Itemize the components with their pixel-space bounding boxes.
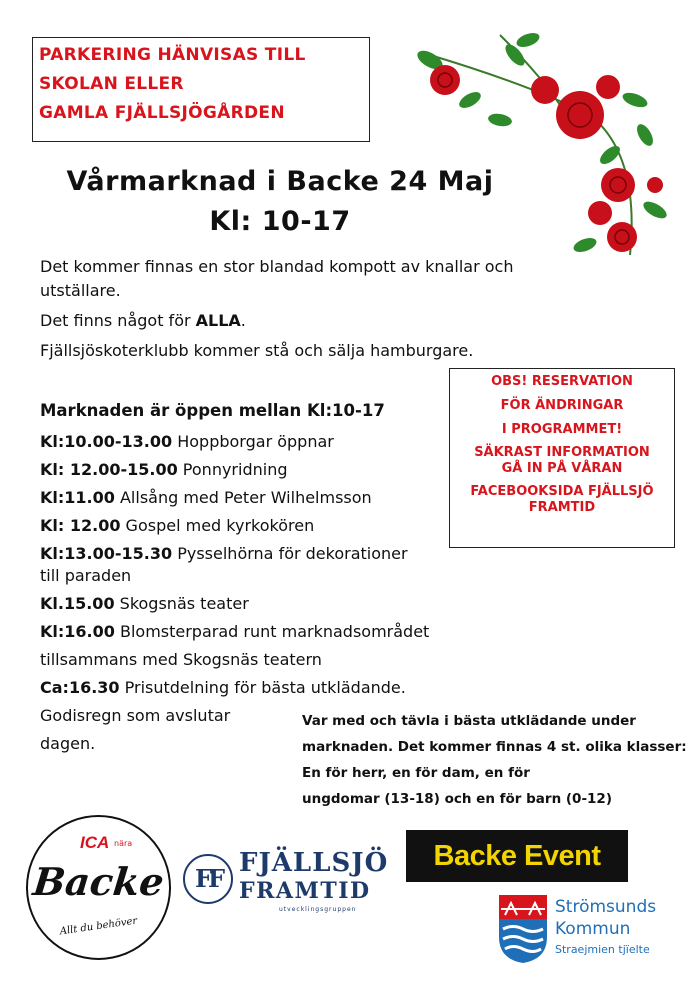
- kommun-line2: Kommun: [555, 919, 631, 939]
- ica-backe-logo: [26, 815, 171, 960]
- roses-illustration: [410, 25, 670, 275]
- kommun-line3: Straejmien tjïelte: [555, 943, 650, 956]
- page-title: Vårmarknad i Backe 24 Maj: [66, 166, 494, 197]
- ff-line1: FJÄLLSJÖ: [239, 848, 389, 878]
- ica-sub: nära: [114, 839, 133, 848]
- ff-line2: FRAMTID: [239, 878, 371, 904]
- schedule-item: till paraden: [40, 566, 132, 585]
- reservation-notice: [449, 368, 675, 548]
- schedule-item: Kl: 12.00-15.00 Ponnyridning: [40, 460, 288, 479]
- contest-line: ungdomar (13-18) och en för barn (0-12): [302, 791, 612, 807]
- intro-text: [40, 255, 560, 363]
- schedule-item: Kl: 12.00 Gospel med kyrkokören: [40, 516, 315, 535]
- kommun-line1: Strömsunds: [555, 897, 657, 917]
- schedule: [40, 397, 429, 758]
- ff-sub: utvecklingsgruppen: [279, 906, 357, 913]
- backe-event-logo: Backe Event: [406, 830, 628, 882]
- parking-line: SKOLAN ELLER: [39, 74, 184, 94]
- schedule-item: Kl:16.00 Blomsterparad runt marknadsområdet: [40, 622, 430, 641]
- reservation-line: FACEBOOKSIDA FJÄLLSJÖ FRAMTID: [470, 484, 654, 515]
- opening-hours-title: Kl: 10-17: [209, 206, 351, 237]
- intro-line: Det kommer finnas en stor blandad kompott av knallar och: [40, 257, 514, 276]
- schedule-item: tillsammans med Skogsnäs teatern: [40, 650, 322, 669]
- reservation-line: I PROGRAMMET!: [501, 422, 623, 437]
- schedule-item: Kl:10.00-13.00 Hoppborgar öppnar: [40, 432, 334, 451]
- contest-info: [302, 708, 687, 812]
- contest-line: Var med och tävla i bästa utklädande under: [302, 713, 636, 729]
- intro-line: utställare.: [40, 281, 121, 300]
- reservation-line: FÖR ÄNDRINGAR: [500, 398, 624, 413]
- ff-mark: FF: [183, 854, 233, 904]
- schedule-item: Kl:11.00 Allsång med Peter Wilhelmsson: [40, 488, 372, 507]
- ica-name: Backe: [30, 859, 167, 904]
- schedule-item: dagen.: [40, 734, 96, 753]
- kommun-shield-icon: [497, 893, 549, 965]
- schedule-heading: Marknaden är öppen mellan Kl:10-17: [40, 401, 385, 420]
- reservation-line: SÄKRAST INFORMATION GÅ IN PÅ VÅRAN: [474, 445, 650, 476]
- fjallsjo-framtid-logo: [183, 848, 393, 923]
- reservation-line: OBS! RESERVATION: [491, 374, 633, 389]
- contest-line: marknaden. Det kommer finnas 4 st. olika klasser:: [302, 739, 687, 755]
- parking-notice: [32, 37, 370, 142]
- contest-line: En för herr, en för dam, en för: [302, 765, 530, 781]
- schedule-item: Godisregn som avslutar: [40, 706, 231, 725]
- ica-brand: ICA: [80, 833, 110, 852]
- schedule-item: Kl.15.00 Skogsnäs teater: [40, 594, 249, 613]
- ica-tagline: Allt du behöver: [59, 915, 138, 938]
- intro-line: Det finns något för ALLA.: [40, 311, 246, 330]
- stromsunds-kommun-logo: [497, 893, 672, 973]
- parking-line: GAMLA FJÄLLSJÖGÅRDEN: [39, 103, 285, 123]
- schedule-item: Kl:13.00-15.30 Pysselhörna för dekorationer: [40, 544, 408, 563]
- intro-line: Fjällsjöskoterklubb kommer stå och sälja hamburgare.: [40, 341, 474, 360]
- schedule-item: Ca:16.30 Prisutdelning för bästa utklädande.: [40, 678, 406, 697]
- parking-line: PARKERING HÄNVISAS TILL: [39, 45, 306, 65]
